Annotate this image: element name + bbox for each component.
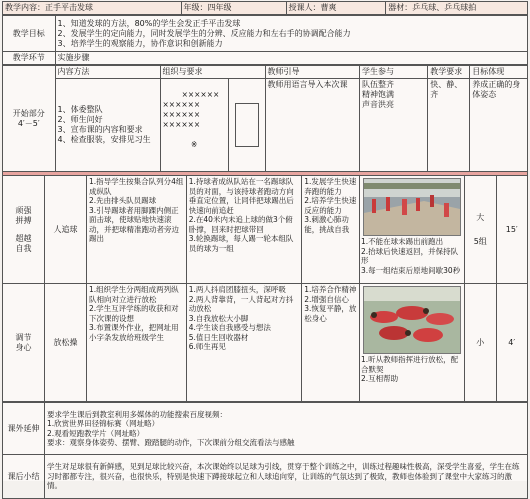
lesson-plan-page <box>2 1 528 491</box>
extension-line: 1.欣赏世界田径锦标赛（网址略） <box>47 419 160 428</box>
opening-step: 3、宣布课的内容和要求 <box>57 125 143 134</box>
section2-note: 1.不能在球未踢出前跑出 <box>361 237 444 246</box>
goal-item: 3、培养学生的观察能力，协作意识和创新能力 <box>57 38 223 48</box>
lesson-grade: 年级：四年级 <box>181 2 286 15</box>
opening-teacher: 教师用语言导入本次课 <box>265 79 360 172</box>
opening-content <box>55 79 160 172</box>
section2-student: 1.发展学生快速奔跑的能力 2.培养学生快速反应的能力 3.刺激心肺功能，挑战自我 <box>302 176 360 284</box>
opening-table <box>2 65 528 172</box>
section3-content: 放松操 <box>45 284 87 402</box>
section3-note: 2.互相帮助 <box>361 374 399 383</box>
goals-label: 教学目标 <box>3 16 56 52</box>
main-table <box>2 175 528 402</box>
section2-method: 1.指导学生按集合队列分4组成纵队 2.先由排头队员踢球 3.引导踢球者用脚踝内侧正面击球，使球贴地快速滚动，并把球精准跑动者旁边踢出 <box>87 176 187 284</box>
formation-box-cell <box>228 79 265 172</box>
section3-label-line: 调节 <box>15 332 32 342</box>
steps-label: 教学环节 <box>3 52 56 65</box>
section2-label-gap <box>5 226 42 234</box>
col-goal: 目标体现 <box>470 66 528 79</box>
formation-box <box>235 103 259 147</box>
section3-organization: 1.两人抖肩团膝扭头，深呼吸 2.两人背靠背，一人背起对方抖动放松 3.自我放松大小脚 4.学生谈自我感受与想法 5.值日生回收器材 6.师生再见 <box>186 284 302 402</box>
opening-requirement: 快、静、齐 <box>428 79 470 172</box>
section3-note: 1.听从教师指挥进行放松，配合默契 <box>361 355 459 374</box>
opening-step: 4、检查服装，安排见习生 <box>57 135 151 144</box>
section2-label-line: 拼搏 <box>15 215 32 225</box>
student-item: 精神饱满 <box>362 90 394 99</box>
section2-content: 人追球 <box>45 176 87 284</box>
col-organization: 组织与要求 <box>160 66 265 79</box>
formation-marks: ×××××× ×××××× ×××××× ×××××× <box>162 90 220 129</box>
opening-step: 2、师生问好 <box>57 115 103 124</box>
col-student-part: 学生参与 <box>360 66 428 79</box>
opening-time: 4′－5′ <box>17 118 40 128</box>
lesson-equipment: 器材：乒乓球、乒乓球拍 <box>386 2 528 15</box>
header-table <box>2 1 528 15</box>
section3-density: 小 <box>465 284 497 402</box>
lesson-teacher: 授课人：曹爽 <box>286 2 386 15</box>
section2-organization: 1.持球者成纵队站在一名踢球队员的对面，与该持球者跑动方向垂直定位置，让同伴把球踢出后快速向前追赶 2.在40米内未追上球的做3个俯卧撑，回来时把球带回 3.轮换踢球，每人踢一轮本组队员的球为一组 <box>186 176 302 284</box>
summary-text: 学生对足球很有新鲜感，见到足球比较兴奋，本次课始终以足球为引线，贯穿于整个训练之中，训练过程趣味性极高，深受学生喜爱，学生在练习时都都专注，很兴奋，也很快乐，特别是快速下蹲接球起立和人球追向穿，让训练的气氛达到了极致，教师也体验到了课堂中大家练习的激情。 <box>45 455 528 499</box>
section2-density-value: 大 <box>476 212 485 222</box>
section2-label <box>3 176 45 284</box>
student-item: 队伍整齐 <box>362 80 394 89</box>
student-item: 声音洪亮 <box>362 100 394 109</box>
steps-value: 实施步骤 <box>55 52 528 65</box>
extension-line: 要求学生课后到教室利用多媒体的功能搜索百度视频： <box>47 409 227 419</box>
col-content-method: 内容方法 <box>55 66 160 79</box>
section2-note: 3.每一组结束后原地间歇30秒 <box>361 265 461 275</box>
summary-label: 课后小结 <box>3 455 45 499</box>
section2-time: 15′ <box>496 176 528 284</box>
opening-label <box>3 66 56 172</box>
section2-label-line: 自我 <box>15 243 32 253</box>
opening-label-text: 开始部分 <box>12 108 45 118</box>
section3-photo-cell <box>360 284 465 402</box>
section2-photo-cell <box>360 176 465 284</box>
formation-diagram <box>160 79 228 172</box>
goal-item: 1、知道发球的方法，80%的学生会发正手平击发球 <box>57 18 241 28</box>
section2-note: 2.抬球后快速返回，并保持队形 <box>361 246 459 265</box>
col-teacher-guide: 教师引导 <box>265 66 360 79</box>
opening-step: 1、体委整队 <box>57 105 103 114</box>
extension-label: 课外延伸 <box>3 403 45 455</box>
section2-groups: 5组 <box>473 236 487 246</box>
section3-time: 4′ <box>496 284 528 402</box>
section2-density-gap <box>467 223 494 237</box>
section2-label-line: 超越 <box>15 233 32 243</box>
stretching-photo <box>363 286 461 354</box>
section3-student: 1.培养合作精神 2.增强自信心 3.恢复平静，放松身心 <box>302 284 360 402</box>
goal-item: 2、发展学生的定向能力，同时发展学生的分辨、反应能力和左右手的协调配合能力 <box>57 28 351 38</box>
formation-symbol: ※ <box>190 140 198 149</box>
running-drill-photo <box>363 178 461 236</box>
lesson-content: 教学内容：正手平击发球 <box>3 2 182 15</box>
section3-label-line: 身心 <box>15 342 32 352</box>
goals-table <box>2 15 528 65</box>
section2-density <box>465 176 497 284</box>
extension-line: 2.观看短跑教学片（网址略） <box>47 428 145 438</box>
section3-method: 1.组织学生分两组成两列纵队相向对立进行放松 2.学生互评学练的收获和对下次课的设想 3.布置课外作业，把网址用小字条发放给班级学生 <box>87 284 187 402</box>
extension-body <box>45 403 528 455</box>
goals-list <box>55 16 528 52</box>
section2-label-line: 顽强 <box>15 205 32 215</box>
opening-goal: 养成正确的身体姿态 <box>470 79 528 172</box>
col-requirements: 教学要求 <box>428 66 470 79</box>
opening-student <box>360 79 428 172</box>
section3-label <box>3 284 45 402</box>
extension-line: 要求：观察身体姿势、摆臂、蹬踏腿的动作，下次课前分组交流看法与感触 <box>47 438 295 447</box>
extension-table <box>2 402 528 499</box>
